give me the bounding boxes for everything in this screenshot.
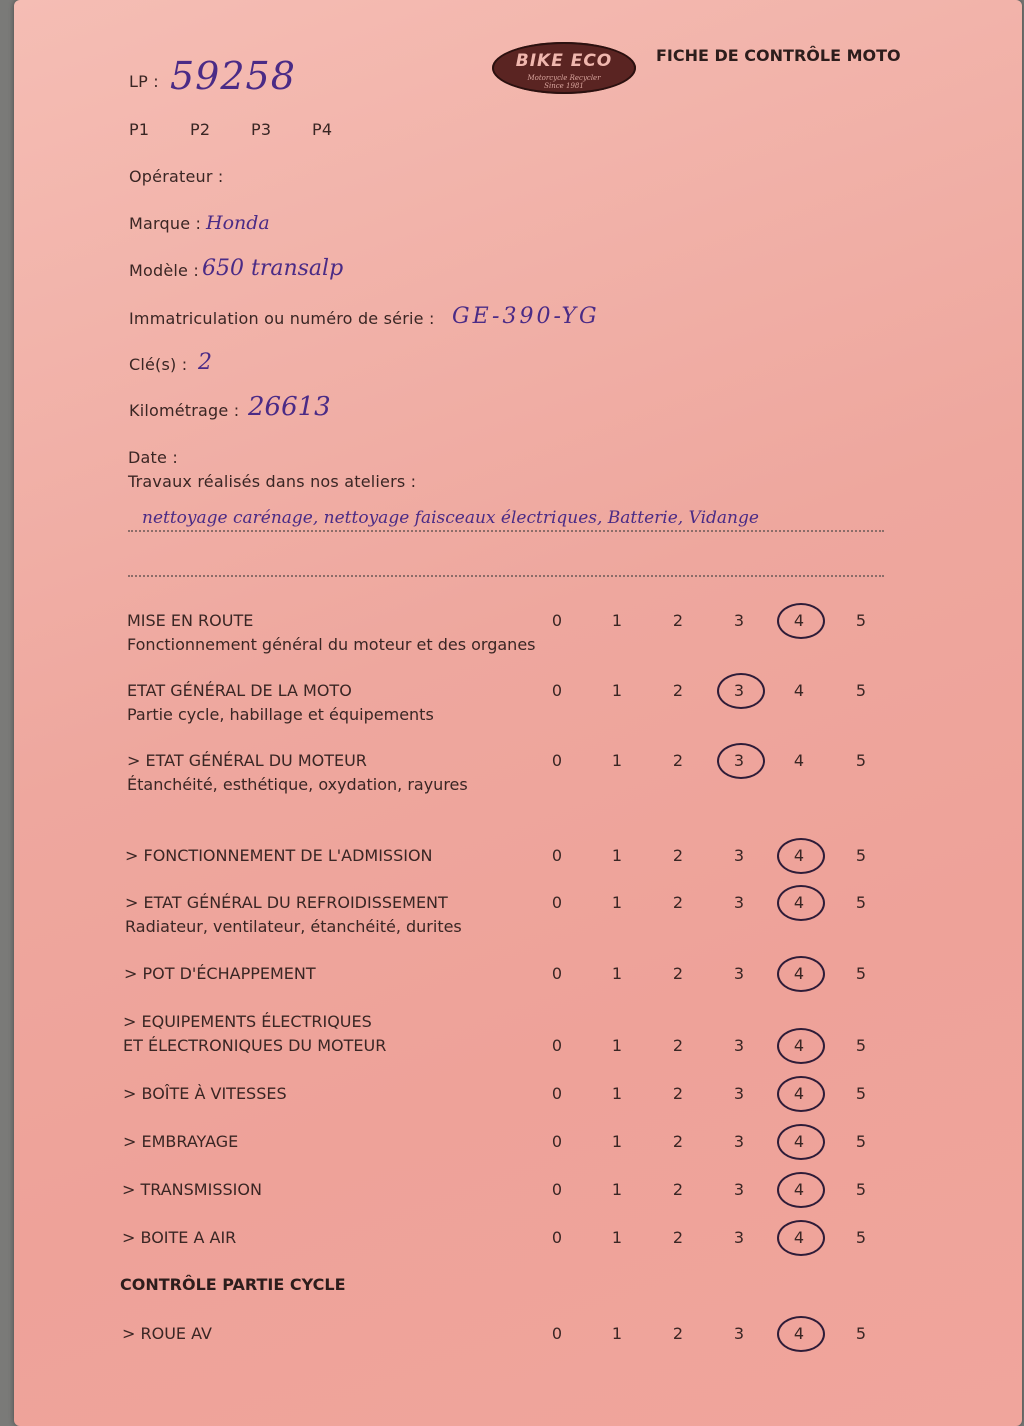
selected-score-circle [777, 603, 825, 639]
score-option-1: 1 [611, 611, 623, 630]
score-option-4: 4 [793, 611, 805, 630]
selected-score-circle [717, 673, 765, 709]
score-option-3: 3 [733, 611, 745, 630]
logo-tagline: Motorcycle Recycler [527, 74, 601, 82]
logo-since: Since 1981 [544, 82, 584, 90]
immat-label: Immatriculation ou numéro de série : [129, 309, 435, 328]
score-option-5: 5 [855, 893, 867, 912]
row-title: > POT D'ÉCHAPPEMENT [124, 964, 316, 983]
score-option-5: 5 [855, 846, 867, 865]
lp-value: 59258 [170, 54, 296, 98]
score-option-0: 0 [551, 1228, 563, 1247]
row-title: > EMBRAYAGE [123, 1132, 239, 1151]
operateur-label: Opérateur : [129, 167, 224, 186]
selected-score-circle [777, 1220, 825, 1256]
score-option-1: 1 [611, 1324, 623, 1343]
score-option-0: 0 [551, 1084, 563, 1103]
score-option-1: 1 [611, 846, 623, 865]
score-option-5: 5 [855, 1084, 867, 1103]
p2-label: P2 [190, 120, 211, 139]
score-option-2: 2 [672, 611, 684, 630]
selected-score-circle [777, 1124, 825, 1160]
row-subtitle: ET ÉLECTRONIQUES DU MOTEUR [123, 1036, 387, 1055]
score-option-1: 1 [611, 681, 623, 700]
selected-score-circle [777, 1172, 825, 1208]
score-option-5: 5 [855, 1180, 867, 1199]
row-title: > ROUE AV [122, 1324, 212, 1343]
score-option-4: 4 [793, 1324, 805, 1343]
section-title: CONTRÔLE PARTIE CYCLE [120, 1275, 346, 1294]
travaux-line-2 [128, 575, 884, 577]
row-title: > ETAT GÉNÉRAL DU MOTEUR [127, 751, 367, 770]
marque-label: Marque : [129, 214, 202, 233]
score-option-5: 5 [855, 1132, 867, 1151]
travaux-value: nettoyage carénage, nettoyage faisceaux électriques, Batterie, Vidange [142, 508, 759, 528]
row-subtitle: Radiateur, ventilateur, étanchéité, durites [125, 917, 462, 936]
score-option-4: 4 [793, 1228, 805, 1247]
score-option-3: 3 [733, 1036, 745, 1055]
score-option-0: 0 [551, 611, 563, 630]
p4-label: P4 [312, 120, 333, 139]
row-title: > ETAT GÉNÉRAL DU REFROIDISSEMENT [125, 893, 448, 912]
selected-score-circle [777, 1316, 825, 1352]
score-option-2: 2 [672, 1228, 684, 1247]
travaux-line-1 [128, 530, 884, 532]
score-option-2: 2 [672, 1324, 684, 1343]
bike-eco-logo [492, 42, 636, 94]
selected-score-circle [777, 1028, 825, 1064]
score-option-1: 1 [611, 1084, 623, 1103]
score-option-3: 3 [733, 1228, 745, 1247]
score-option-3: 3 [733, 751, 745, 770]
score-option-0: 0 [551, 1036, 563, 1055]
score-option-1: 1 [611, 893, 623, 912]
score-option-1: 1 [611, 1228, 623, 1247]
score-option-2: 2 [672, 1132, 684, 1151]
row-subtitle: Fonctionnement général du moteur et des organes [127, 635, 536, 654]
score-option-3: 3 [733, 1324, 745, 1343]
score-option-5: 5 [855, 1228, 867, 1247]
score-option-0: 0 [551, 1324, 563, 1343]
score-option-4: 4 [793, 846, 805, 865]
score-option-4: 4 [793, 1036, 805, 1055]
modele-value: 650 transalp [202, 256, 344, 281]
immat-value: GE-390-YG [452, 304, 600, 329]
score-option-4: 4 [793, 751, 805, 770]
score-option-3: 3 [733, 846, 745, 865]
score-option-0: 0 [551, 751, 563, 770]
row-subtitle: Partie cycle, habillage et équipements [127, 705, 434, 724]
score-option-4: 4 [793, 964, 805, 983]
row-title: > BOÎTE À VITESSES [123, 1084, 287, 1103]
score-option-1: 1 [611, 964, 623, 983]
score-option-4: 4 [793, 893, 805, 912]
score-option-1: 1 [611, 1132, 623, 1151]
score-option-0: 0 [551, 893, 563, 912]
score-option-3: 3 [733, 1084, 745, 1103]
score-option-4: 4 [793, 681, 805, 700]
score-option-2: 2 [672, 893, 684, 912]
form-title: FICHE DE CONTRÔLE MOTO [656, 46, 901, 65]
row-title: > EQUIPEMENTS ÉLECTRIQUES [123, 1012, 372, 1031]
selected-score-circle [717, 743, 765, 779]
score-option-0: 0 [551, 964, 563, 983]
row-title: ETAT GÉNÉRAL DE LA MOTO [127, 681, 352, 700]
marque-value: Honda [206, 212, 270, 234]
score-option-2: 2 [672, 751, 684, 770]
row-title: > FONCTIONNEMENT DE L'ADMISSION [125, 846, 433, 865]
row-title: > BOITE A AIR [122, 1228, 237, 1247]
date-label: Date : [128, 448, 178, 467]
score-option-2: 2 [672, 1180, 684, 1199]
logo-text: BIKE ECO [515, 51, 613, 71]
row-title: > TRANSMISSION [122, 1180, 262, 1199]
lp-label: LP : [129, 72, 159, 91]
score-option-0: 0 [551, 681, 563, 700]
score-option-2: 2 [672, 846, 684, 865]
score-option-5: 5 [855, 751, 867, 770]
score-option-5: 5 [855, 964, 867, 983]
score-option-1: 1 [611, 751, 623, 770]
travaux-label: Travaux réalisés dans nos ateliers : [128, 472, 417, 491]
score-option-4: 4 [793, 1132, 805, 1151]
score-option-4: 4 [793, 1180, 805, 1199]
score-option-5: 5 [855, 1036, 867, 1055]
score-option-5: 5 [855, 611, 867, 630]
score-option-0: 0 [551, 1132, 563, 1151]
selected-score-circle [777, 885, 825, 921]
score-option-2: 2 [672, 1036, 684, 1055]
score-option-5: 5 [855, 1324, 867, 1343]
p3-label: P3 [251, 120, 272, 139]
modele-label: Modèle : [129, 261, 199, 280]
selected-score-circle [777, 956, 825, 992]
selected-score-circle [777, 838, 825, 874]
score-option-0: 0 [551, 1180, 563, 1199]
score-option-3: 3 [733, 964, 745, 983]
score-option-2: 2 [672, 964, 684, 983]
score-option-3: 3 [733, 681, 745, 700]
score-option-1: 1 [611, 1036, 623, 1055]
selected-score-circle [777, 1076, 825, 1112]
row-subtitle: Étanchéité, esthétique, oxydation, rayures [127, 775, 468, 794]
p1-label: P1 [129, 120, 150, 139]
score-option-1: 1 [611, 1180, 623, 1199]
score-option-3: 3 [733, 1132, 745, 1151]
row-title: MISE EN ROUTE [127, 611, 254, 630]
score-option-4: 4 [793, 1084, 805, 1103]
score-option-0: 0 [551, 846, 563, 865]
score-option-2: 2 [672, 1084, 684, 1103]
score-option-5: 5 [855, 681, 867, 700]
cles-value: 2 [198, 350, 212, 375]
score-option-3: 3 [733, 1180, 745, 1199]
kilometrage-label: Kilométrage : [129, 401, 240, 420]
score-option-3: 3 [733, 893, 745, 912]
score-option-2: 2 [672, 681, 684, 700]
kilometrage-value: 26613 [248, 392, 331, 422]
cles-label: Clé(s) : [129, 355, 188, 374]
